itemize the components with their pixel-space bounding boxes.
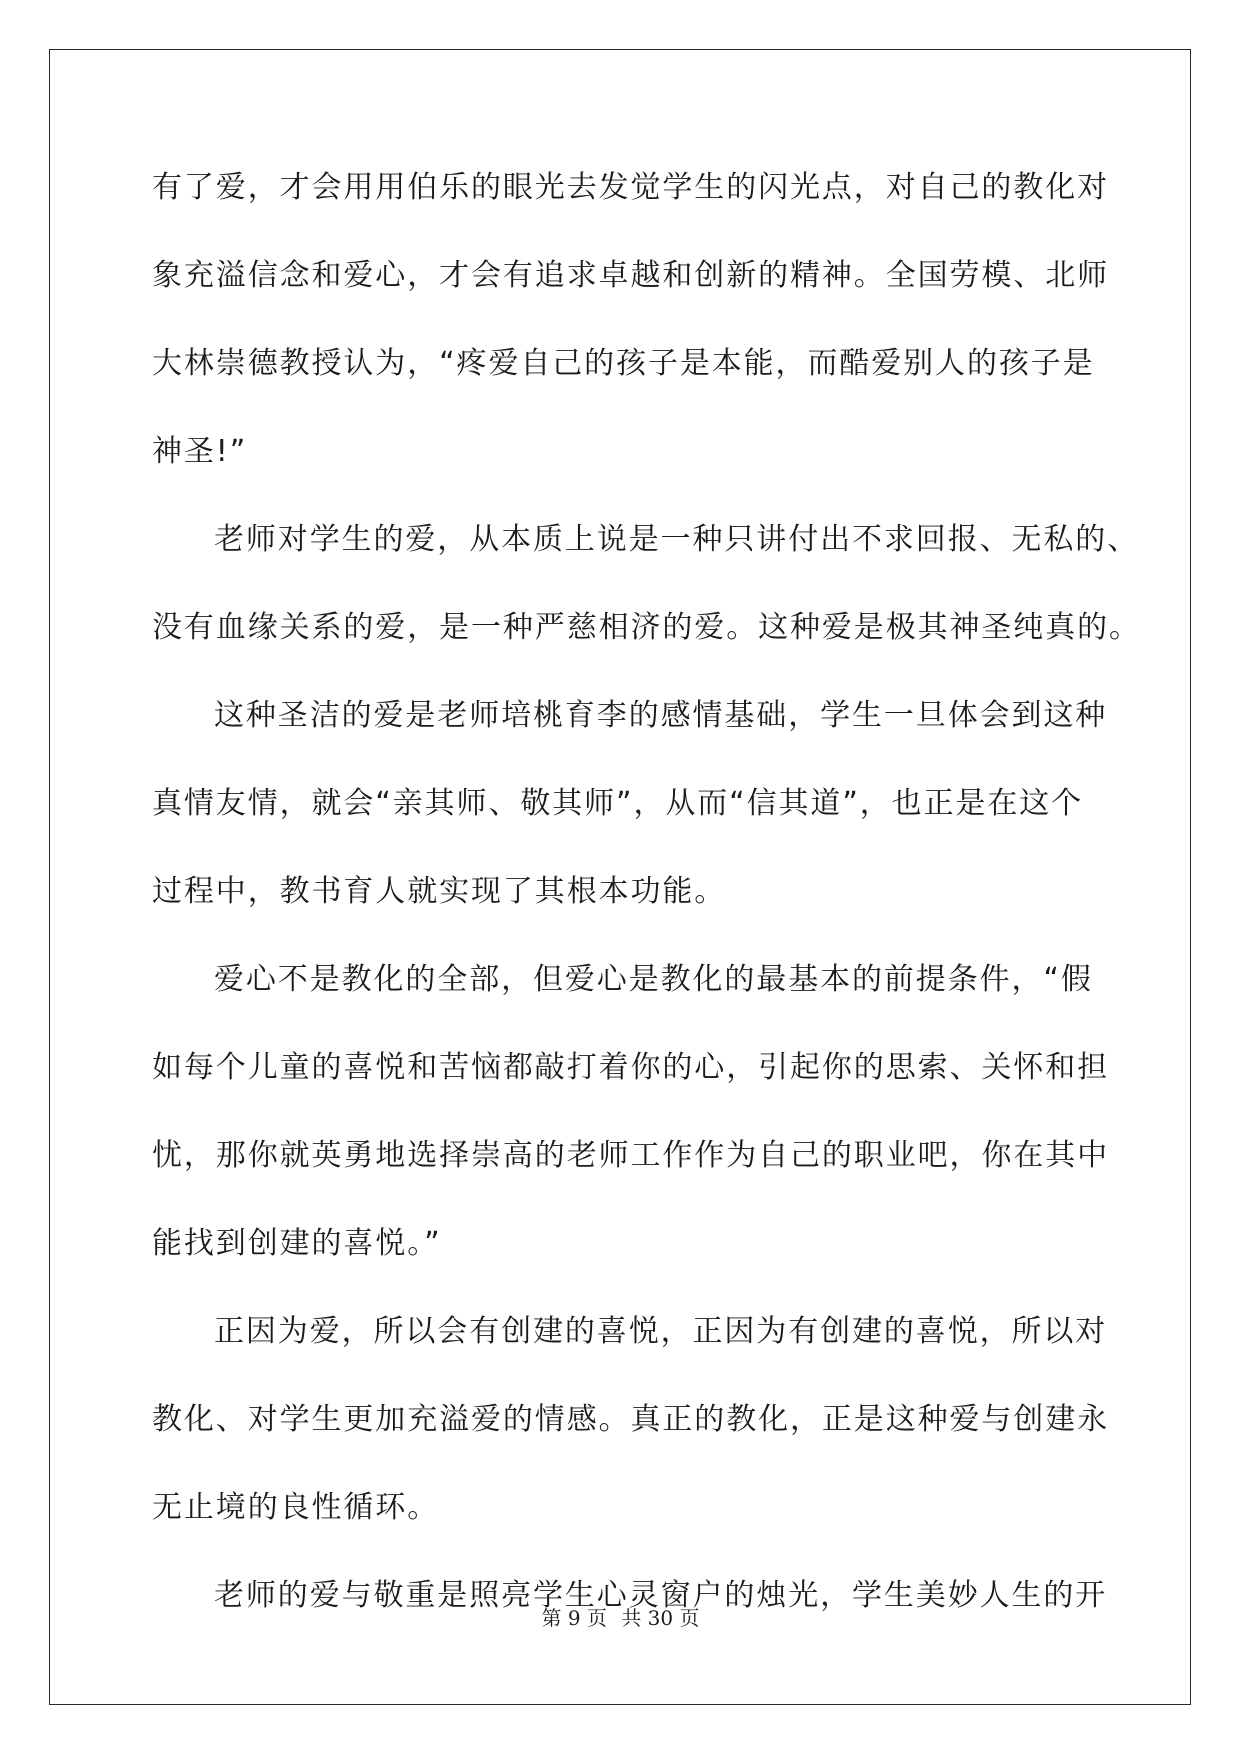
text-line: 无止境的良性循环。 — [152, 1490, 440, 1525]
text-line: 爱心不是教化的全部，但爱心是教化的最基本的前提条件，“假 — [214, 962, 1093, 997]
page-total: 共 30 页 — [621, 1606, 700, 1630]
text-line: 有了爱，才会用用伯乐的眼光去发觉学生的闪光点，对自己的教化对 — [152, 170, 1109, 205]
text-line: 这种圣洁的爱是老师培桃育李的感情基础，学生一旦体会到这种 — [214, 698, 1108, 733]
page-footer — [0, 1602, 1241, 1631]
text-line: 教化、对学生更加充溢爱的情感。真正的教化，正是这种爱与创建永 — [152, 1402, 1109, 1437]
text-line: 真情友情，就会“亲其师、敬其师”，从而“信其道”，也正是在这个 — [152, 786, 1084, 821]
text-line: 神圣!” — [152, 434, 248, 469]
text-line: 老师对学生的爱，从本质上说是一种只讲付出不求回报、无私的、 — [214, 522, 1140, 557]
page-number: 第 9 页 — [541, 1606, 607, 1630]
text-line: 过程中，教书育人就实现了其根本功能。 — [152, 874, 727, 909]
text-line: 忧，那你就英勇地选择崇高的老师工作作为自己的职业吧，你在其中 — [152, 1138, 1109, 1173]
text-line: 能找到创建的喜悦。” — [152, 1226, 442, 1261]
text-line: 没有血缘关系的爱，是一种严慈相济的爱。这种爱是极其神圣纯真的。 — [152, 610, 1141, 645]
text-line: 如每个儿童的喜悦和苦恼都敲打着你的心，引起你的思索、关怀和担 — [152, 1050, 1109, 1085]
text-line: 象充溢信念和爱心，才会有追求卓越和创新的精神。全国劳模、北师 — [152, 258, 1109, 293]
text-line: 老师的爱与敬重是照亮学生心灵窗户的烛光，学生美妙人生的开 — [214, 1578, 1108, 1613]
text-line: 大林崇德教授认为，“疼爱自己的孩子是本能，而酷爱别人的孩子是 — [152, 346, 1095, 381]
text-line: 正因为爱，所以会有创建的喜悦，正因为有创建的喜悦，所以对 — [214, 1314, 1108, 1349]
